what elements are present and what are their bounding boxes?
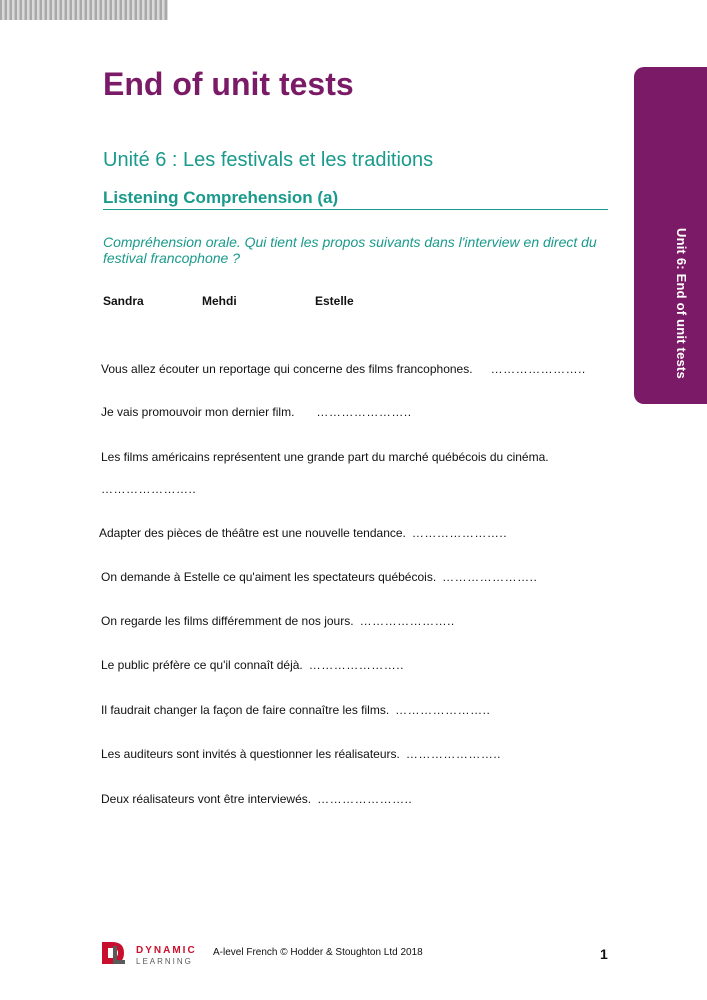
question-text: Les films américains représentent une grande part du marché québécois du cinéma. [101,450,549,464]
question-text: Adapter des pièces de théâtre est une nouvelle tendance. [99,526,406,540]
question-3 [101,450,549,464]
question-text: On regarde les films différemment de nos jours. [101,614,354,628]
answer-blank[interactable]: ………………….. [359,614,455,628]
answer-blank[interactable]: ………………….. [316,405,412,419]
logo-l-bar [113,946,117,962]
question-text: Vous allez écouter un reportage qui concerne des films francophones. [101,362,473,376]
question-text: Deux réalisateurs vont être interviewés. [101,792,312,806]
answer-blank[interactable]: ………………….. [442,570,538,584]
dynamic-learning-logo [100,940,210,968]
question-5 [101,570,537,584]
question-1 [101,362,586,376]
answer-blank[interactable]: ………………….. [395,703,491,717]
page-title: End of unit tests [103,66,354,102]
speaker-estelle: Estelle [315,294,354,308]
question-text: Il faudrait changer la façon de faire connaître les films. [101,703,390,717]
question-4 [99,526,507,540]
logo-text-top: DYNAMIC [136,945,197,956]
answer-blank[interactable]: ………………….. [308,658,404,672]
page-number: 1 [600,946,608,962]
answer-blank[interactable]: ………………….. [317,792,413,806]
question-10 [101,792,412,806]
question-7 [101,658,404,672]
answer-blank[interactable]: ………………….. [101,482,197,496]
speaker-mehdi: Mehdi [202,294,237,308]
question-text: Les auditeurs sont invités à questionner les réalisateurs. [101,747,400,761]
question-text: Je vais promouvoir mon dernier film. [101,405,295,419]
question-8 [101,703,490,717]
question-text: On demande à Estelle ce qu'aiment les spectateurs québécois. [101,570,437,584]
question-3-answer [101,482,196,496]
side-tab [634,67,707,404]
speaker-sandra: Sandra [103,294,144,308]
footer-copyright: A-level French © Hodder & Stoughton Ltd 2018 [213,947,423,958]
answer-blank[interactable]: ………………….. [411,526,508,540]
question-2 [101,405,412,419]
question-text: Le public préfère ce qu'il connaît déjà. [101,658,303,672]
side-tab-label: Unit 6: End of unit tests [674,228,689,379]
logo-l-foot [113,960,125,964]
answer-blank[interactable]: ………………….. [490,362,586,376]
scan-strip [0,0,168,20]
section-heading: Listening Comprehension (a) [103,188,608,210]
unit-heading: Unité 6 : Les festivals et les traditions [103,149,434,171]
answer-blank[interactable]: ………………….. [405,747,502,761]
question-9 [101,747,501,761]
instructions: Compréhension orale. Qui tient les propos suivants dans l'interview en direct du festival francophone ? [103,234,597,266]
logo-text-bottom: LEARNING [136,957,193,966]
question-6 [101,614,455,628]
